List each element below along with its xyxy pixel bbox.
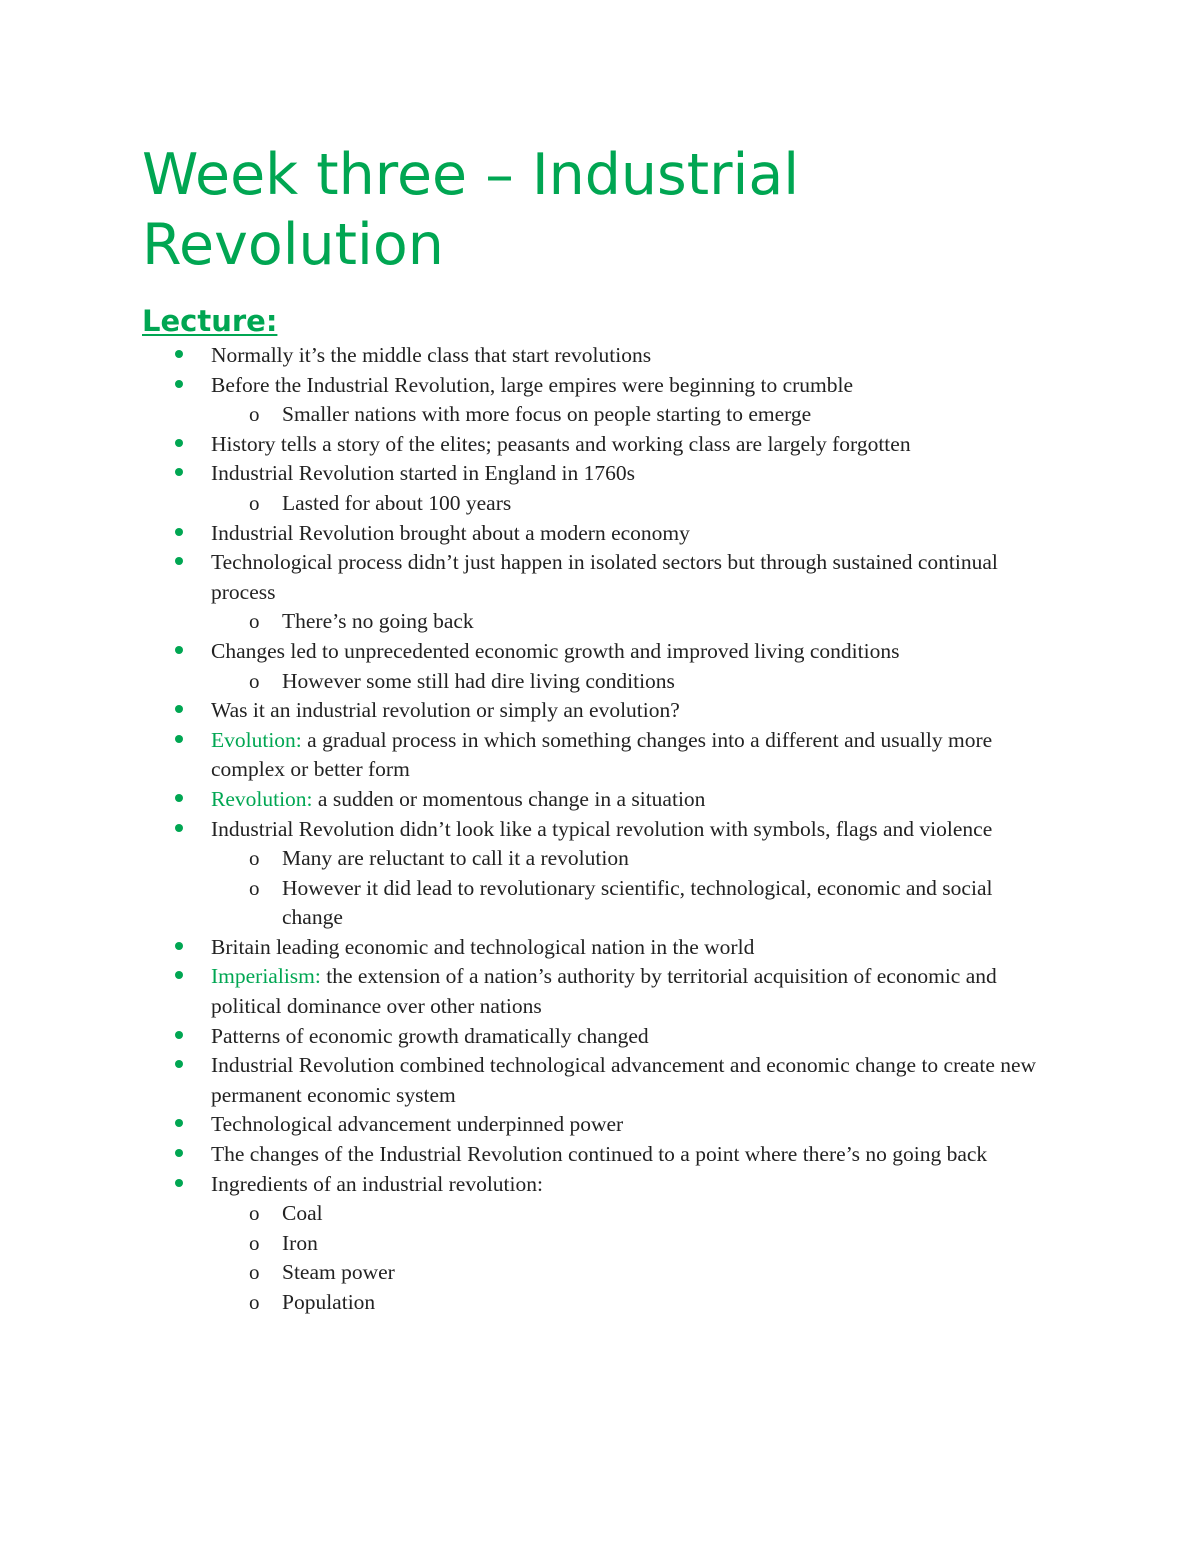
list-item — [0, 1022, 1041, 1052]
note-text: Smaller nations with more focus on people starting to emerge — [282, 402, 812, 427]
sub-bullet-icon: o — [249, 490, 260, 515]
note-text: a gradual process in which something changes into a different and usually more complex or better form — [211, 727, 993, 782]
sub-bullet-icon: o — [249, 1230, 260, 1255]
bullet-icon — [175, 528, 183, 536]
sub-list-item — [0, 607, 1012, 637]
document-title: Week three – Industrial Revolution — [142, 142, 800, 278]
sub-list-item — [0, 1288, 1012, 1318]
sub-bullet-icon: o — [249, 846, 260, 871]
list-item — [0, 519, 1041, 549]
sub-list-item — [0, 1199, 1012, 1229]
sub-list-item — [0, 1229, 1012, 1259]
list-item — [0, 371, 1041, 401]
bullet-icon — [175, 646, 183, 654]
note-text: Coal — [282, 1201, 323, 1226]
sub-list-item — [0, 844, 1012, 874]
sub-list-item — [0, 1258, 1012, 1288]
list-item — [0, 548, 1041, 607]
note-text: However it did lead to revolutionary scientific, technological, economic and social change — [282, 875, 993, 930]
bullet-icon — [175, 1031, 183, 1039]
note-text: Industrial Revolution combined technological advancement and economic change to create new permanent economic system — [211, 1053, 1037, 1107]
sub-list-item — [0, 489, 1012, 519]
bullet-icon — [175, 1149, 183, 1157]
note-text: Lasted for about 100 years — [282, 490, 512, 515]
note-text: Iron — [282, 1230, 318, 1255]
sub-bullet-icon: o — [249, 402, 260, 427]
bullet-icon — [175, 439, 183, 447]
note-text: a sudden or momentous change in a situation — [312, 786, 706, 811]
sub-list-item — [0, 874, 1012, 933]
bullet-icon — [175, 1119, 183, 1127]
list-item — [0, 1051, 1041, 1110]
note-text: Patterns of economic growth dramatically changed — [211, 1023, 649, 1048]
sub-bullet-icon: o — [249, 1201, 260, 1226]
note-text: Population — [282, 1290, 376, 1314]
note-text: Technological process didn’t just happen in isolated sectors but through sustained continual process — [211, 550, 998, 604]
bullet-icon — [175, 705, 183, 713]
list-item — [0, 785, 1041, 815]
list-item — [0, 962, 1041, 1021]
note-text: History tells a story of the elites; peasants and working class are largely forgotten — [211, 431, 911, 456]
sub-bullet-icon: o — [249, 1260, 260, 1285]
lecture-notes-list — [0, 341, 1200, 1318]
bullet-icon — [175, 794, 183, 802]
list-item — [0, 637, 1041, 667]
list-item — [0, 341, 1041, 371]
term-label: Imperialism: — [211, 964, 321, 989]
bullet-icon — [175, 1179, 183, 1187]
note-text: Changes led to unprecedented economic growth and improved living conditions — [211, 638, 900, 663]
bullet-icon — [175, 1060, 183, 1068]
bullet-icon — [175, 350, 183, 358]
list-item — [0, 1140, 1041, 1170]
bullet-icon — [175, 380, 183, 388]
list-item — [0, 933, 1041, 963]
note-text: Industrial Revolution started in England in 1760s — [211, 461, 635, 486]
note-text: Was it an industrial revolution or simply an evolution? — [211, 698, 680, 723]
section-heading-lecture: Lecture: — [142, 304, 278, 338]
list-item — [0, 1110, 1041, 1140]
note-text: Many are reluctant to call it a revolution — [282, 846, 629, 871]
list-item — [0, 815, 1041, 845]
note-text: Technological advancement underpinned power — [211, 1112, 624, 1137]
list-item — [0, 696, 1041, 726]
note-text: There’s no going back — [282, 609, 474, 634]
note-text: The changes of the Industrial Revolution continued to a point where there’s no going back — [211, 1142, 988, 1167]
bullet-icon — [175, 942, 183, 950]
bullet-icon — [175, 735, 183, 743]
list-item — [0, 1170, 1041, 1200]
sub-bullet-icon: o — [249, 875, 260, 900]
list-item — [0, 459, 1041, 489]
bullet-icon — [175, 971, 183, 979]
note-text: Ingredients of an industrial revolution: — [211, 1171, 543, 1196]
bullet-icon — [175, 468, 183, 476]
sub-bullet-icon: o — [249, 609, 260, 634]
term-label: Revolution: — [211, 786, 313, 811]
bullet-icon — [175, 557, 183, 565]
note-text: Britain leading economic and technological nation in the world — [211, 934, 755, 959]
sub-list-item — [0, 400, 1012, 430]
note-text: Before the Industrial Revolution, large empires were beginning to crumble — [211, 372, 854, 397]
sub-list-item — [0, 667, 1012, 697]
list-item — [0, 430, 1041, 460]
note-text: Steam power — [282, 1260, 395, 1285]
note-text: the extension of a nation’s authority by territorial acquisition of economic and political dominance over other nations — [211, 964, 997, 1019]
term-label: Evolution: — [211, 727, 302, 752]
note-text: Industrial Revolution didn’t look like a typical revolution with symbols, flags and violence — [211, 816, 993, 841]
note-text: However some still had dire living conditions — [282, 668, 675, 693]
sub-bullet-icon: o — [249, 668, 260, 693]
list-item — [0, 726, 1041, 785]
bullet-icon — [175, 824, 183, 832]
sub-bullet-icon: o — [249, 1290, 260, 1314]
note-text: Industrial Revolution brought about a modern economy — [211, 520, 690, 545]
note-text: Normally it’s the middle class that start revolutions — [211, 343, 652, 367]
